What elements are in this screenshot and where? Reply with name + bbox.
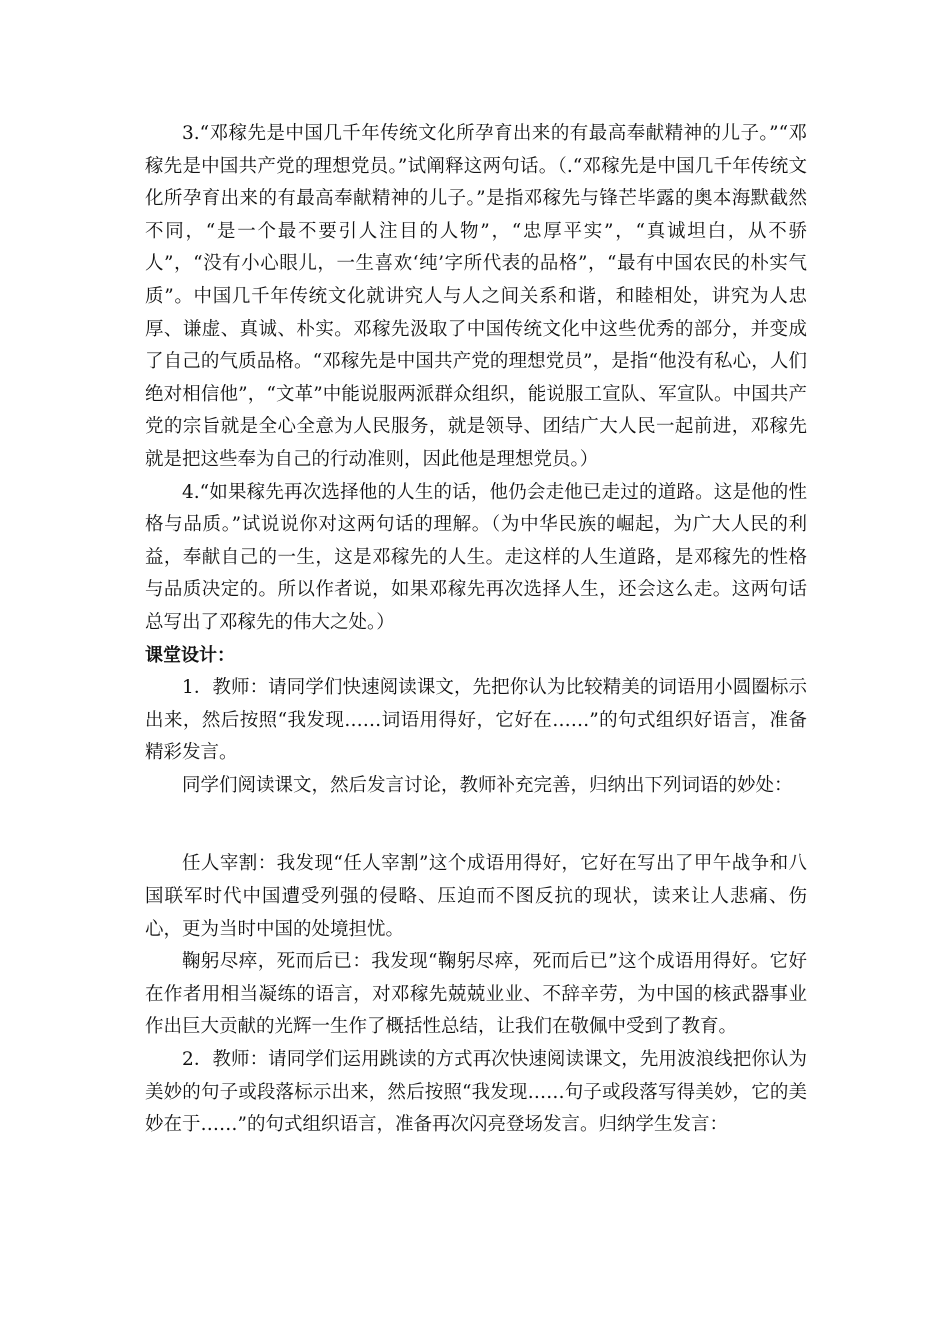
blank-spacer <box>145 802 807 848</box>
document-page <box>145 118 807 1142</box>
paragraph-word-jugongjincui: 鞠躬尽瘁，死而后已：我发现“鞠躬尽瘁，死而后已”这个成语用得好。它好在作者用相当凝练的语言，对邓稼先兢兢业业、不辞辛劳，为中国的核武器事业作出巨大贡献的光辉一生作了概括性总结，让我们在敬佩中受到了教育。 <box>145 951 807 1038</box>
paragraph-teacher-step-1: 1．教师：请同学们快速阅读课文，先把你认为比较精美的词语用小圆圈标示出来，然后按照“我发现……词语用得好，它好在……”的句式组织好语言，准备精彩发言。 <box>145 677 807 764</box>
paragraph-question-4: 4.“如果稼先再次选择他的人生的话，他仍会走他已走过的道路。这是他的性格与品质。”试说说你对这两句话的理解。（为中华民族的崛起，为广大人民的利益，奉献自己的一生，这是邓稼先的人生。走这样的人生道路，是邓稼先的性格与品质决定的。所以作者说，如果邓稼先再次选择人生，还会这么走。这两句话总写出了邓稼先的伟大之处。） <box>145 481 807 633</box>
paragraph-student-discussion: 同学们阅读课文，然后发言讨论，教师补充完善，归纳出下列词语的妙处： <box>182 774 793 796</box>
paragraph-question-3: 3.“邓稼先是中国几千年传统文化所孕育出来的有最高奉献精神的儿子。”“邓稼先是中国共产党的理想党员。”试阐释这两句话。（.“邓稼先是中国几千年传统文化所孕育出来的有最高奉献精神的儿子。”是指邓稼先与锋芒毕露的奥本海默截然不同，“是一个最不要引人注目的人物”，“忠厚平实”，“真诚坦白，从不骄人”，“没有小心眼儿，一生喜欢‘纯’字所代表的品格”，“最有中国农民的朴实气质”。中国几千年传统文化就讲究人与人之间关系和谐，和睦相处，讲究为人忠厚、谦虚、真诚、朴实。邓稼先汲取了中国传统文化中这些优秀的部分，并变成了自己的气质品格。“邓稼先是中国共产党的理想党员”，是指“他没有私心，人们绝对相信他”，“文革”中能说服两派群众组织，能说服工宣队、军宣队。中国共产党的宗旨就是全心全意为人民服务，就是领导、团结广大人民一起前进，邓稼先就是把这些奉为自己的行动准则，因此他是理想党员。） <box>145 123 807 470</box>
section-heading-class-design: 课堂设计： <box>145 644 235 666</box>
paragraph-word-renrenzaige: 任人宰割：我发现“任人宰割”这个成语用得好，它好在写出了甲午战争和八国联军时代中国遭受列强的侵略、压迫而不图反抗的现状，读来让人悲痛、伤心，更为当时中国的处境担忧。 <box>145 853 807 940</box>
paragraph-teacher-step-2: 2．教师：请同学们运用跳读的方式再次快速阅读课文，先用波浪线把你认为美妙的句子或段落标示出来，然后按照“我发现……句子或段落写得美妙，它的美妙在于……”的句式组织语言，准备再次闪亮登场发言。归纳学生发言： <box>145 1049 807 1136</box>
